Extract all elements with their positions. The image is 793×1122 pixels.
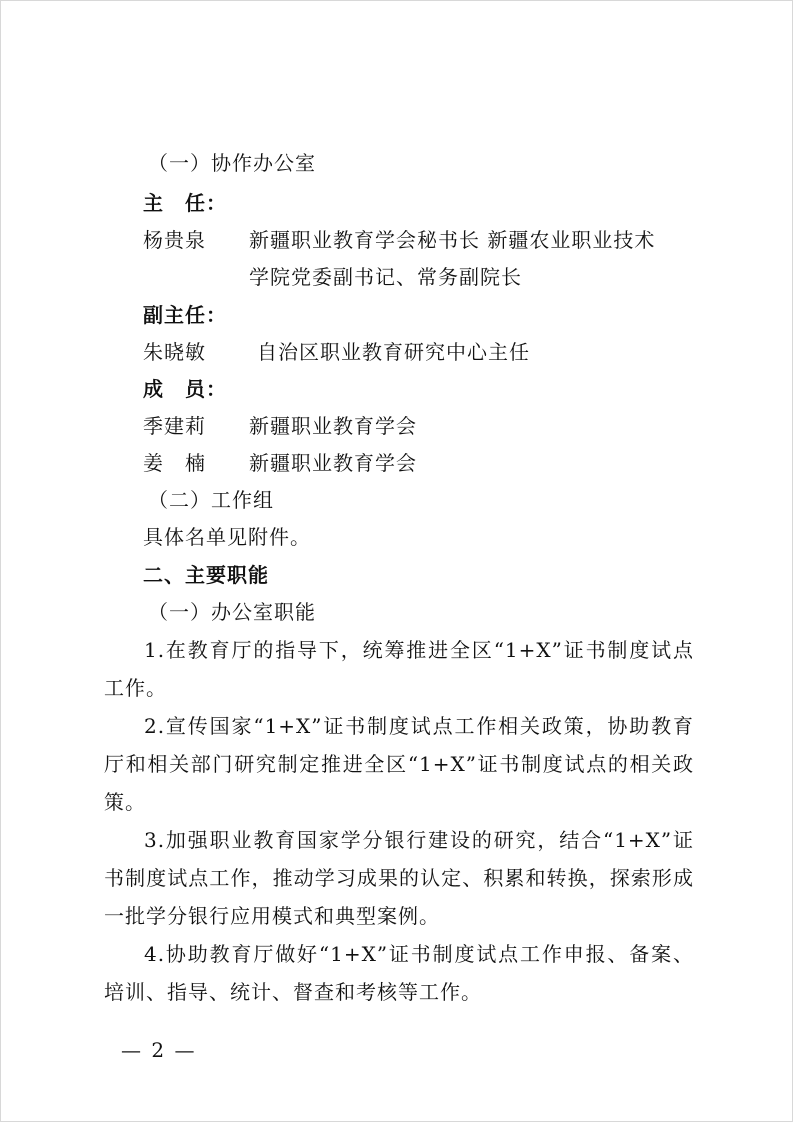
section-office-heading: （一）协作办公室 [148,151,316,175]
director-title-line1: 新疆职业教育学会秘书长 新疆农业职业技术 [249,228,656,252]
page-number: — 2 — [121,1038,197,1062]
deputy-title: 自治区职业教育研究中心主任 [257,340,530,364]
workgroup-note: 具体名单见附件。 [143,525,311,549]
director-name: 杨贵泉 [143,228,206,252]
main-functions-heading: 二、主要职能 [143,563,269,587]
member-name: 季建莉 [143,414,206,438]
member-name: 姜 楠 [143,451,206,475]
director-title-line2: 学院党委副书记、常务副院长 [249,265,522,289]
function-paragraph-4: 4.协助教育厅做好“1+X”证书制度试点工作申报、备案、培训、指导、统计、督查和考核等工作。 [104,942,694,1004]
deputy-name: 朱晓敏 [143,340,206,364]
member-org: 新疆职业教育学会 [249,451,417,475]
office-functions-heading: （一）办公室职能 [148,600,316,624]
function-paragraph-1: 1.在教育厅的指导下，统筹推进全区“1+X”证书制度试点工作。 [104,638,694,700]
member-org: 新疆职业教育学会 [249,414,417,438]
function-paragraph-2: 2.宣传国家“1+X”证书制度试点工作相关政策，协助教育厅和相关部门研究制定推进全区“1+X”证书制度试点的相关政策。 [104,714,694,814]
section-workgroup-heading: （二）工作组 [148,488,274,512]
function-paragraph-3: 3.加强职业教育国家学分银行建设的研究，结合“1+X”证书制度试点工作，推动学习成果的认定、积累和转换，探索形成一批学分银行应用模式和典型案例。 [104,828,694,928]
deputy-label: 副主任： [143,303,227,327]
director-label: 主 任： [143,191,227,215]
members-label: 成 员： [143,377,227,401]
